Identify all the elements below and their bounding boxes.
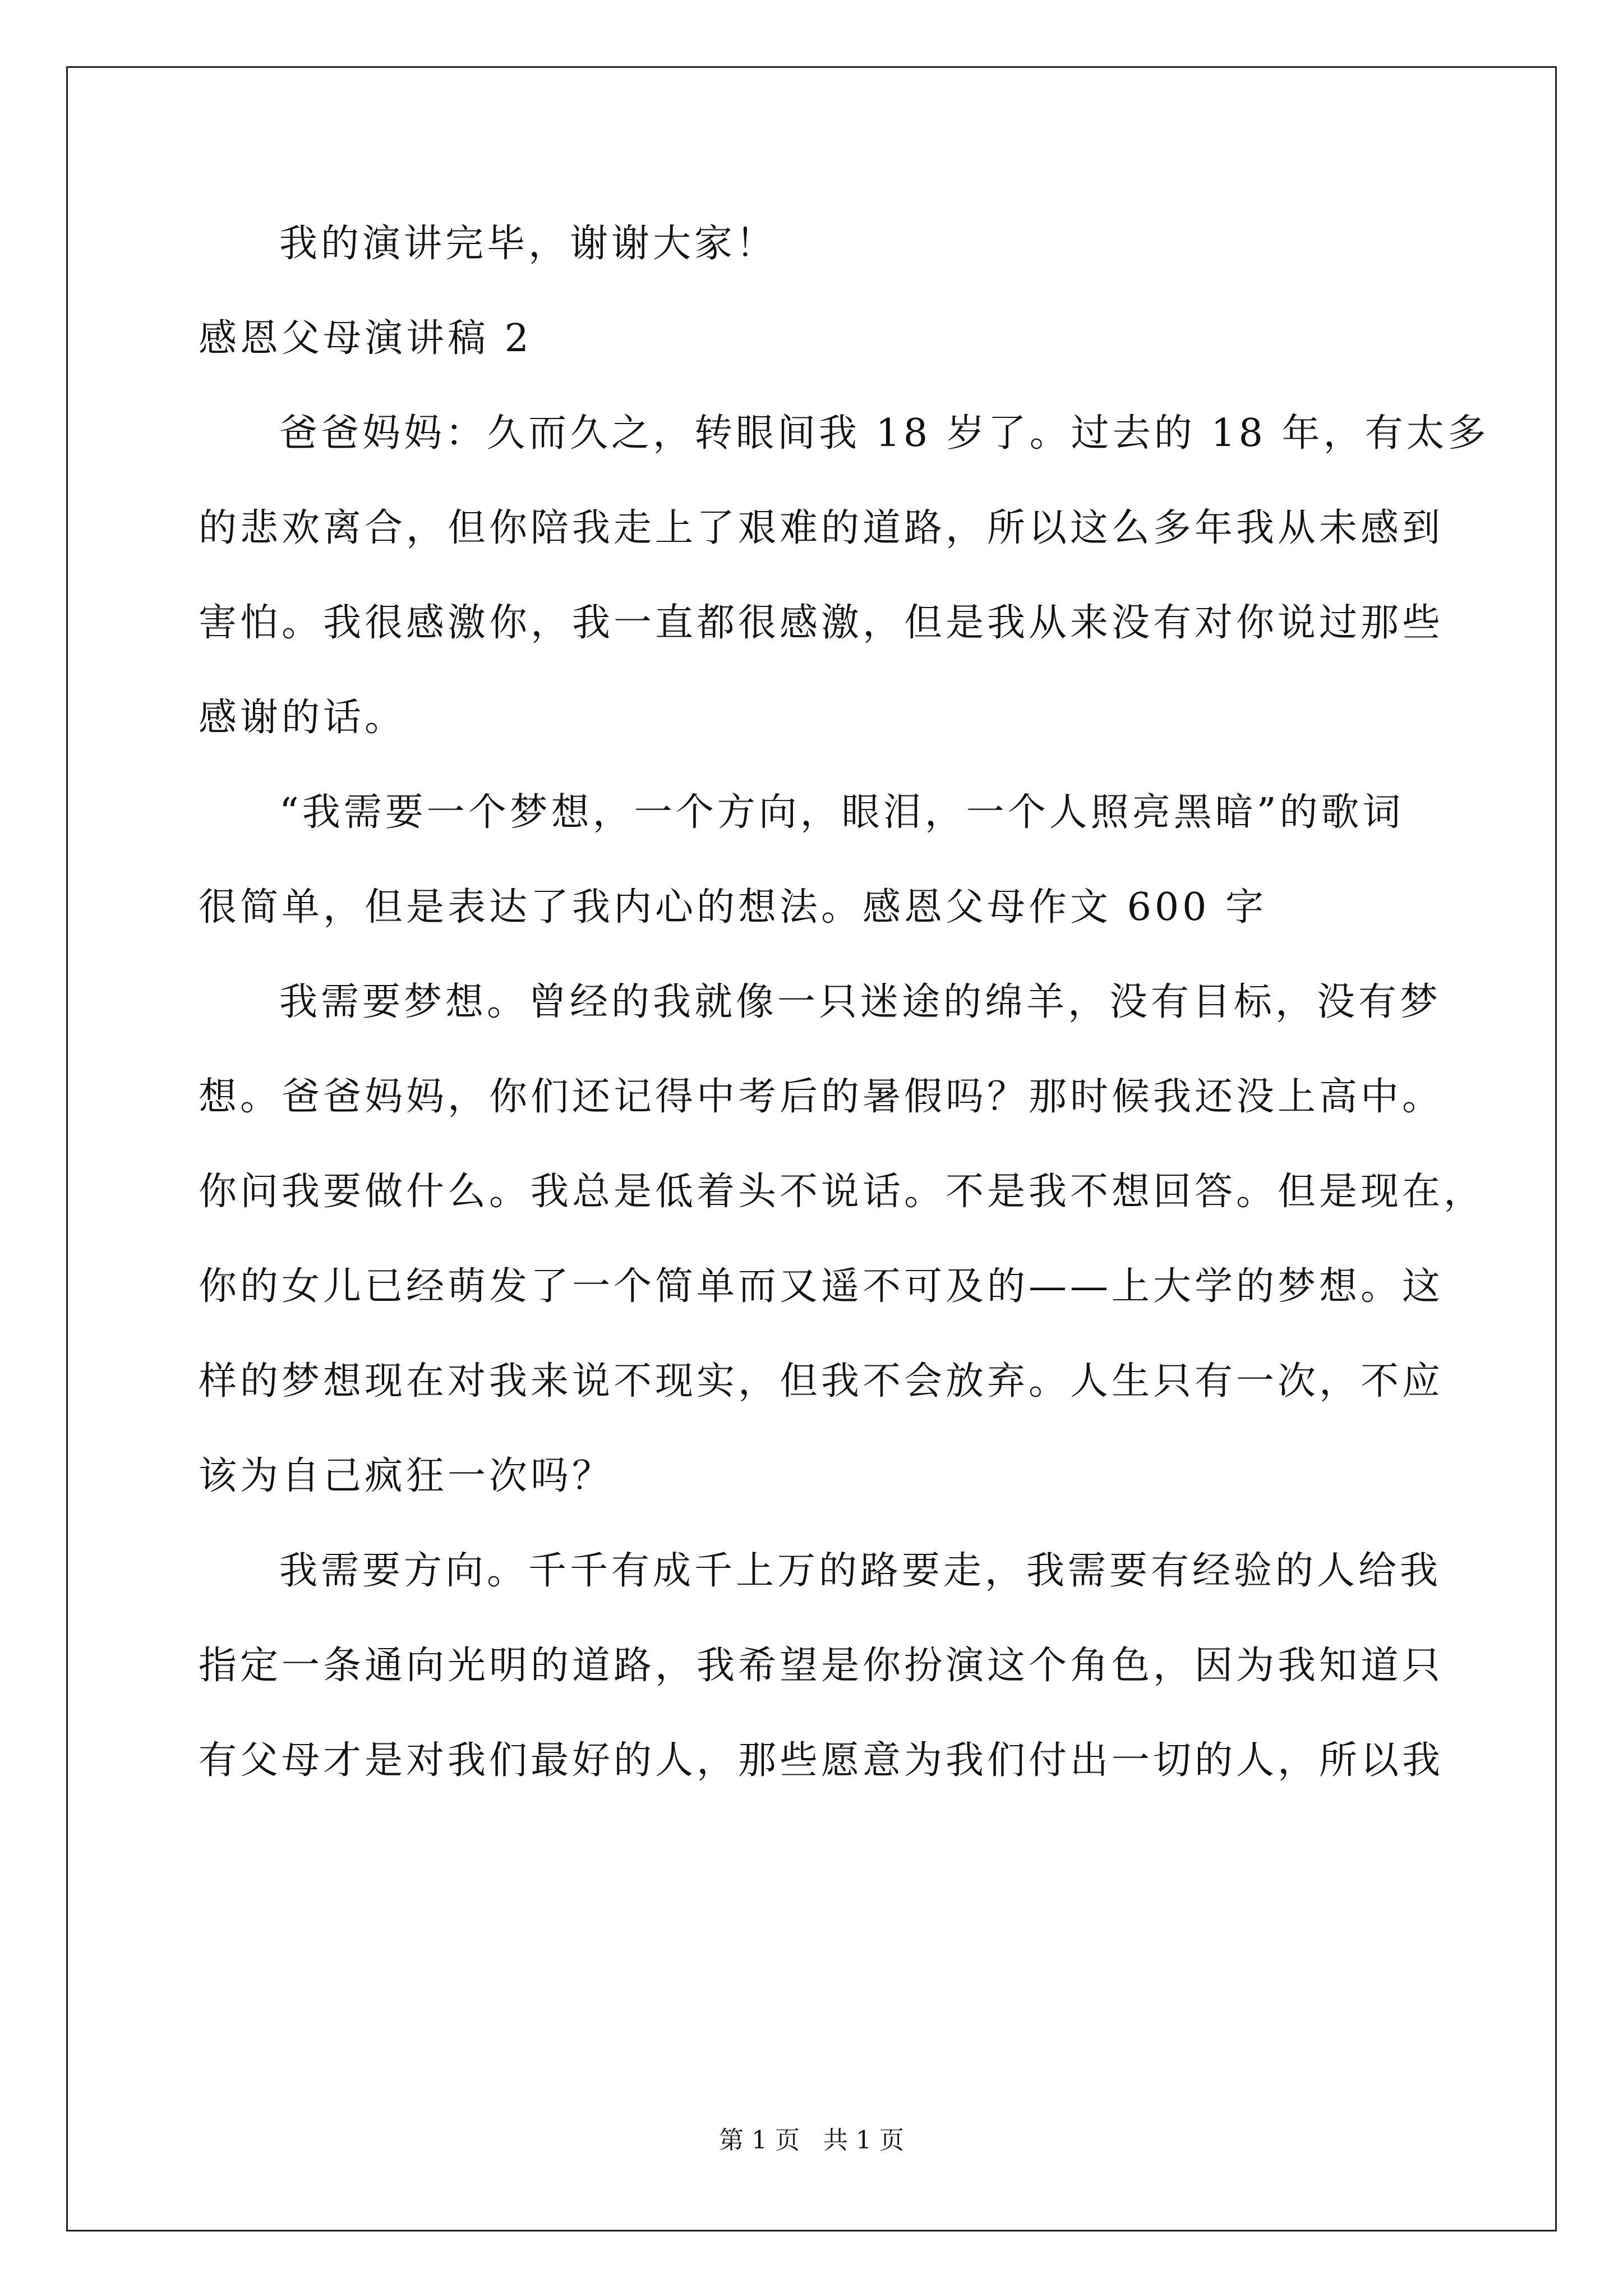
text-line: “我需要一个梦想，一个方向，眼泪，一个人照亮黑暗”的歌词 bbox=[279, 790, 1404, 835]
text-line: 爸爸妈妈：久而久之，转眼间我 18 岁了。过去的 18 年，有太多 bbox=[279, 411, 1490, 455]
text-line: 害怕。我很感激你，我一直都很感激，但是我从来没有对你说过那些 bbox=[199, 601, 1444, 645]
text-line: 该为自己疯狂一次吗？ bbox=[199, 1454, 614, 1498]
text-line: 想。爸爸妈妈，你们还记得中考后的暑假吗？那时候我还没上高中。 bbox=[199, 1075, 1444, 1119]
text-line: 我需要梦想。曾经的我就像一只迷途的绵羊，没有目标，没有梦 bbox=[279, 980, 1442, 1024]
text-line: 你的女儿已经萌发了一个简单而又遥不可及的——上大学的梦想。这 bbox=[199, 1264, 1444, 1309]
text-line: 我的演讲完毕，谢谢大家！ bbox=[279, 222, 778, 266]
text-line: 有父母才是对我们最好的人，那些愿意为我们付出一切的人，所以我 bbox=[199, 1738, 1444, 1783]
document-body bbox=[199, 222, 1490, 1833]
text-line: 的悲欢离合，但你陪我走上了艰难的道路，所以这么多年我从未感到 bbox=[199, 506, 1444, 550]
text-line: 样的梦想现在对我来说不现实，但我不会放弃。人生只有一次，不应 bbox=[199, 1359, 1444, 1404]
text-line: 我需要方向。千千有成千上万的路要走，我需要有经验的人给我 bbox=[279, 1549, 1442, 1593]
text-line: 感谢的话。 bbox=[199, 696, 407, 740]
text-line: 指定一条通向光明的道路，我希望是你扮演这个角色，因为我知道只 bbox=[199, 1644, 1444, 1688]
text-line: 你问我要做什么。我总是低着头不说话。不是我不想回答。但是现在， bbox=[199, 1170, 1486, 1214]
page-footer: 第 1 页 共 1 页 bbox=[719, 2126, 904, 2155]
text-line: 很简单，但是表达了我内心的想法。感恩父母作文 600 字 bbox=[199, 885, 1267, 930]
section-title: 感恩父母演讲稿 2 bbox=[199, 316, 532, 361]
